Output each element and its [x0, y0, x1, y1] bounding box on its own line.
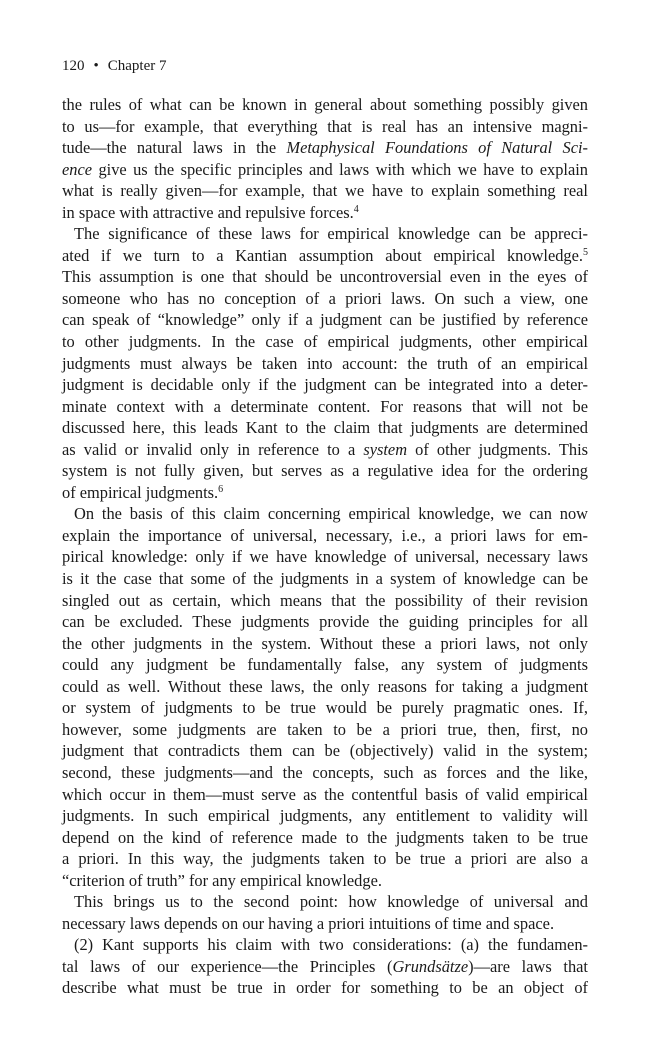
text-segment: ated if we turn to a Kantian assumption about empirical knowledge.	[62, 245, 583, 265]
text-line: someone who has no conception of a priori laws. On such a view, one	[62, 288, 588, 308]
text-line: pirical knowledge: only if we have knowledge of universal, necessary laws	[62, 547, 588, 567]
text-segment: tal laws of our experience—the Principles (	[62, 956, 393, 976]
text-line: The significance of these laws for empirical knowledge can be appreci-	[74, 224, 588, 244]
text-line: could as well. Without these laws, the only reasons for taking a judgment	[62, 676, 588, 696]
text-line: however, some judgments are taken to be a priori true, then, first, no	[62, 719, 588, 739]
footnote-marker: 4	[353, 203, 359, 215]
text-segment: give us the specific principles and laws with which we have to explain	[92, 159, 588, 179]
italic-text: Metaphysical Foundations of Natural Sci-	[286, 138, 588, 158]
text-line: necessary laws depends on our having a priori intuitions of time and space.	[62, 913, 555, 933]
text-line	[62, 956, 588, 978]
text-line	[62, 159, 588, 181]
text-line: can be excluded. These judgments provide the guiding principles for all	[62, 612, 588, 632]
text-line: a priori. In this way, the judgments taken to be true a priori are also a	[62, 849, 588, 869]
italic-text: ence	[62, 159, 93, 179]
running-head	[62, 56, 588, 76]
book-page	[62, 56, 588, 999]
text-line	[62, 202, 588, 224]
text-line: minate context with a determinate content. For reasons that will not be	[62, 396, 588, 416]
text-line	[62, 439, 588, 461]
italic-text: Grundsätze	[392, 956, 469, 976]
footnote-marker: 5	[583, 246, 588, 258]
text-line: (2) Kant supports his claim with two considerations: (a) the fundamen-	[74, 935, 588, 955]
text-line: what is really given—for example, that we have to explain something real	[62, 181, 588, 201]
text-segment: of empirical judgments.	[62, 482, 219, 502]
text-line: the other judgments in the system. Without these a priori laws, not only	[62, 633, 588, 653]
text-line: the rules of what can be known in general about something possibly given	[62, 95, 588, 114]
text-segment: )—are laws that	[468, 956, 588, 976]
text-line: This brings us to the second point: how knowledge of universal and	[74, 892, 588, 912]
text-segment: of other judgments. This	[407, 439, 588, 459]
text-line: to other judgments. In the case of empirical judgments, other empirical	[62, 332, 588, 352]
text-line	[62, 245, 588, 267]
text-line: describe what must be true in order for something to be an object of	[62, 978, 588, 998]
text-line: second, these judgments—and the concepts, such as forces and the like,	[62, 762, 588, 782]
text-segment: as valid or invalid only in reference to a	[62, 439, 364, 459]
page-number: 120	[62, 58, 85, 74]
bullet-separator: •	[93, 58, 99, 74]
text-line: discussed here, this leads Kant to the claim that judgments are determined	[62, 418, 588, 438]
text-line: which occur in them—must serve as the contentful basis of valid empirical	[62, 784, 588, 804]
chapter-label: Chapter 7	[107, 58, 167, 74]
text-segment: in space with attractive and repulsive forces.	[62, 202, 354, 222]
text-line: can speak of “knowledge” only if a judgment can be justified by reference	[62, 310, 588, 330]
text-line: judgment that contradicts them can be (objectively) valid in the system;	[62, 741, 588, 761]
text-line: or system of judgments to be true would be purely pragmatic ones. If,	[62, 698, 588, 718]
text-segment: tude—the natural laws in the	[62, 138, 287, 158]
text-line: is it the case that some of the judgments in a system of knowledge can be	[62, 569, 588, 589]
footnote-marker: 6	[218, 483, 224, 495]
text-line: judgment is decidable only if the judgment can be integrated into a deter-	[62, 375, 588, 395]
text-line: singled out as certain, which means that the possibility of their revision	[62, 590, 588, 610]
text-line: could any judgment be fundamentally false, any system of judgments	[62, 655, 588, 675]
text-line: to us—for example, that everything that is real has an intensive magni-	[62, 116, 588, 136]
text-line: judgments must always be taken into account: the truth of an empirical	[62, 353, 588, 373]
text-line	[62, 137, 588, 159]
italic-text: system	[363, 439, 408, 459]
text-line: judgments. In such empirical judgments, any entitlement to validity will	[62, 806, 588, 826]
body-text	[62, 94, 588, 999]
text-line: explain the importance of universal, necessary, i.e., a priori laws for em-	[62, 525, 588, 545]
text-line: depend on the kind of reference made to the judgments taken to be true	[62, 827, 588, 847]
text-line: system is not fully given, but serves as a regulative idea for the ordering	[62, 461, 588, 481]
text-line: “criterion of truth” for any empirical knowledge.	[62, 870, 382, 890]
text-line: On the basis of this claim concerning empirical knowledge, we can now	[74, 504, 588, 524]
text-line	[62, 482, 588, 504]
text-line: This assumption is one that should be uncontroversial even in the eyes of	[62, 267, 588, 287]
